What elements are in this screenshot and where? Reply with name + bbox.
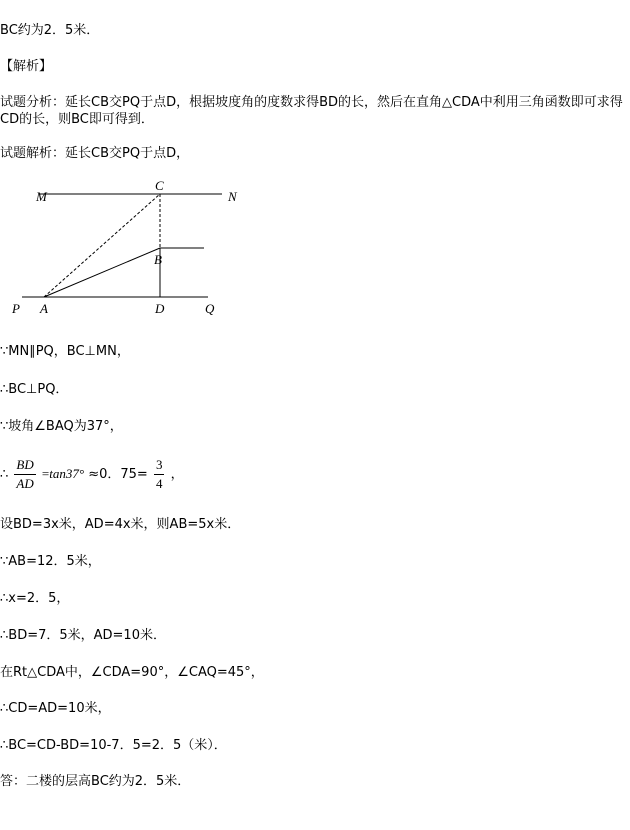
step-bc-result: ∴BC=CD-BD=10-7．5=2．5（米）． [0, 738, 227, 753]
analysis-heading: 【解析】 [0, 59, 53, 74]
analysis-text: 试题分析：延长CB交PQ于点D，根据坡度角的度数求得BD的长，然后在直角△CDA中利用三角函数即可求得CD的长，则BC即可得到． [0, 95, 623, 127]
final-answer: 答：二楼的层高BC约为2．5米． [0, 774, 191, 789]
fraction-bd-ad [14, 456, 35, 493]
label-n: N [228, 189, 237, 204]
label-d: D [155, 301, 165, 316]
fraction-denominator: AD [16, 476, 34, 491]
label-m: M [36, 189, 47, 204]
step-perpendicular: ∴BC⊥PQ． [0, 382, 69, 397]
step-tan-formula: ∴ $\frac{BD}{AD}$ =tan37° ≈0．75= $\frac{3}{4}$ ， [0, 457, 184, 491]
step-right-triangle: 在Rt△CDA中，∠CDA=90°，∠CAQ=45°， [0, 665, 264, 680]
line-ac-dashed [44, 194, 160, 297]
label-a: A [40, 301, 48, 316]
therefore-symbol: ∴ [0, 467, 9, 482]
label-p: P [12, 301, 20, 316]
step-x-value: ∴x=2．5， [0, 591, 70, 606]
step-bd-ad-values: ∴BD=7．5米，AD=10米． [0, 628, 166, 643]
step-ab-given: ∵AB=12．5米， [0, 554, 101, 569]
label-b: B [154, 252, 162, 267]
line-ab [44, 248, 160, 297]
tan-expression: tan37° [49, 466, 85, 481]
step-cd-equals-ad: ∴CD=AD=10米， [0, 701, 111, 716]
fraction-3-4: $\frac{3}{4}$ [155, 457, 163, 491]
step-parallel: ∵MN∥PQ，BC⊥MN， [0, 344, 130, 359]
solution-intro: 试题解析：延长CB交PQ于点D， [0, 146, 190, 161]
geometry-figure [0, 172, 260, 322]
label-c: C [155, 178, 164, 193]
step-slope-angle: ∵坡角∠BAQ为37°， [0, 419, 123, 434]
label-q: Q [205, 301, 215, 316]
step-set-variables: 设BD=3x米，AD=4x米，则AB=5x米． [0, 517, 241, 532]
conclusion-top: BC约为2．5米． [0, 23, 100, 38]
approx-value: ≈0．75= [88, 467, 148, 482]
fraction-numerator: BD [14, 456, 35, 475]
